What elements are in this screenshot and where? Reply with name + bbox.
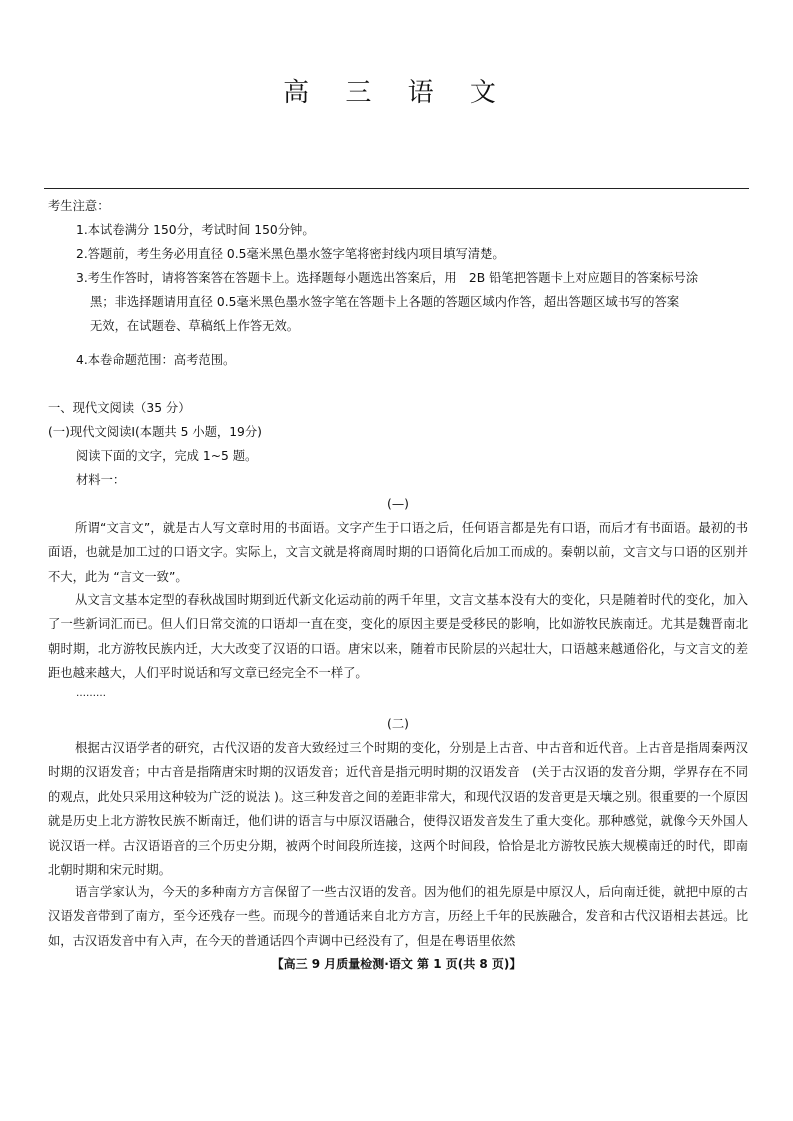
notice-item-1: 1.本试卷满分 150分，考试时间 150分钟。: [76, 223, 315, 237]
part2-paragraph-1: 根据古汉语学者的研究，古代汉语的发音大致经过三个时期的变化，分别是上古音、中古音和近代音。上古音是指周秦两汉时期的汉语发音；中古音是指隋唐宋时期的汉语发音；近代音是指元明时期的汉语发音 (关于古汉语的发音分期，学界存在不同的观点，此处只采用这种较为广泛的说法 )。这三种发音之间的差距非常大，和现代汉语的发音更是天壤之别。很重要的一个原因就是历史上北方游牧民族不断南迁，他们讲的语言与中原汉语融合，使得汉语发音发生了重大变化。那种感觉，就像今天外国人说汉语一样。古汉语语音的三个历史分期，被两个时间段所连接，这两个时间段，恰恰是北方游牧民族大规模南迁的时代，即南北朝时期和宋元时期。: [48, 741, 748, 878]
notice-item-3: 3.考生作答时，请将答案答在答题卡上。选择题每小题选出答案后，用 2B 铅笔把答题卡上对应题目的答案标号涂: [76, 271, 699, 285]
notice-heading: 考生注意：: [48, 199, 110, 213]
reading-instruction: 阅读下面的文字，完成 1~5 题。: [76, 449, 258, 463]
notice-item-3-cont: 黑；非选择题请用直径 0.5毫米黑色墨水签字笔在答题卡上各题的答题区域内作答，超出答题区域书写的答案: [90, 295, 680, 309]
part2-paragraph-2: 语言学家认为，今天的多种南方方言保留了一些古汉语的发音。因为他们的祖先原是中原汉人，后向南迁徙，就把中原的古汉语发音带到了南方，至今还残存一些。而现今的普通话来自北方方言，历经上千年的民族融合，发音和古代汉语相去甚远。比如，古汉语发音中有入声，在今天的普通话四个声调中已经没有了，但是在粤语里依然: [48, 885, 748, 948]
page-title: 高 三 语 文: [283, 78, 510, 108]
notice-item-2: 2.答题前，考生务必用直径 0.5毫米黑色墨水签字笔将密封线内项目填写清楚。: [76, 247, 505, 261]
section-subheading: (一)现代文阅读Ⅰ(本题共 5 小题，19分): [48, 425, 262, 439]
part1-paragraph-2: 从文言文基本定型的春秋战国时期到近代新文化运动前的两千年里，文言文基本没有大的变化，只是随着时代的变化，加入了一些新词汇而已。但人们日常交流的口语却一直在变，变化的原因主要是受移民的影响，比如游牧民族南迁。尤其是魏晋南北朝时期，北方游牧民族内迁，大大改变了汉语的口语。唐宋以来，随着市民阶层的兴起壮大，口语越来越通俗化，与文言文的差距也越来越大，人们平时说话和写文章已经完全不一样了。: [48, 593, 748, 681]
notice-item-3-cont2: 无效，在试题卷、草稿纸上作答无效。: [90, 319, 300, 333]
header-divider: [44, 188, 749, 189]
page-footer: 【高三 9 月质量检测·语文 第 1 页(共 8 页)】: [271, 957, 522, 971]
part2-label: (二): [387, 717, 409, 731]
notice-item-4: 4.本卷命题范围：高考范围。: [76, 353, 236, 367]
part1-paragraph-1: 所谓“文言文”，就是古人写文章时用的书面语。文字产生于口语之后，任何语言都是先有口语，而后才有书面语。最初的书面语，也就是加工过的口语文字。实际上，文言文就是将商周时期的口语简化后加工而成的。秦朝以前，文言文与口语的区别并不大，此为 “言文一致”。: [48, 521, 748, 584]
part1-ellipsis: ………: [76, 688, 106, 699]
material-label: 材料一：: [76, 473, 126, 487]
section-heading: 一、现代文阅读（35 分）: [48, 401, 191, 415]
part1-label: (—): [387, 497, 409, 511]
